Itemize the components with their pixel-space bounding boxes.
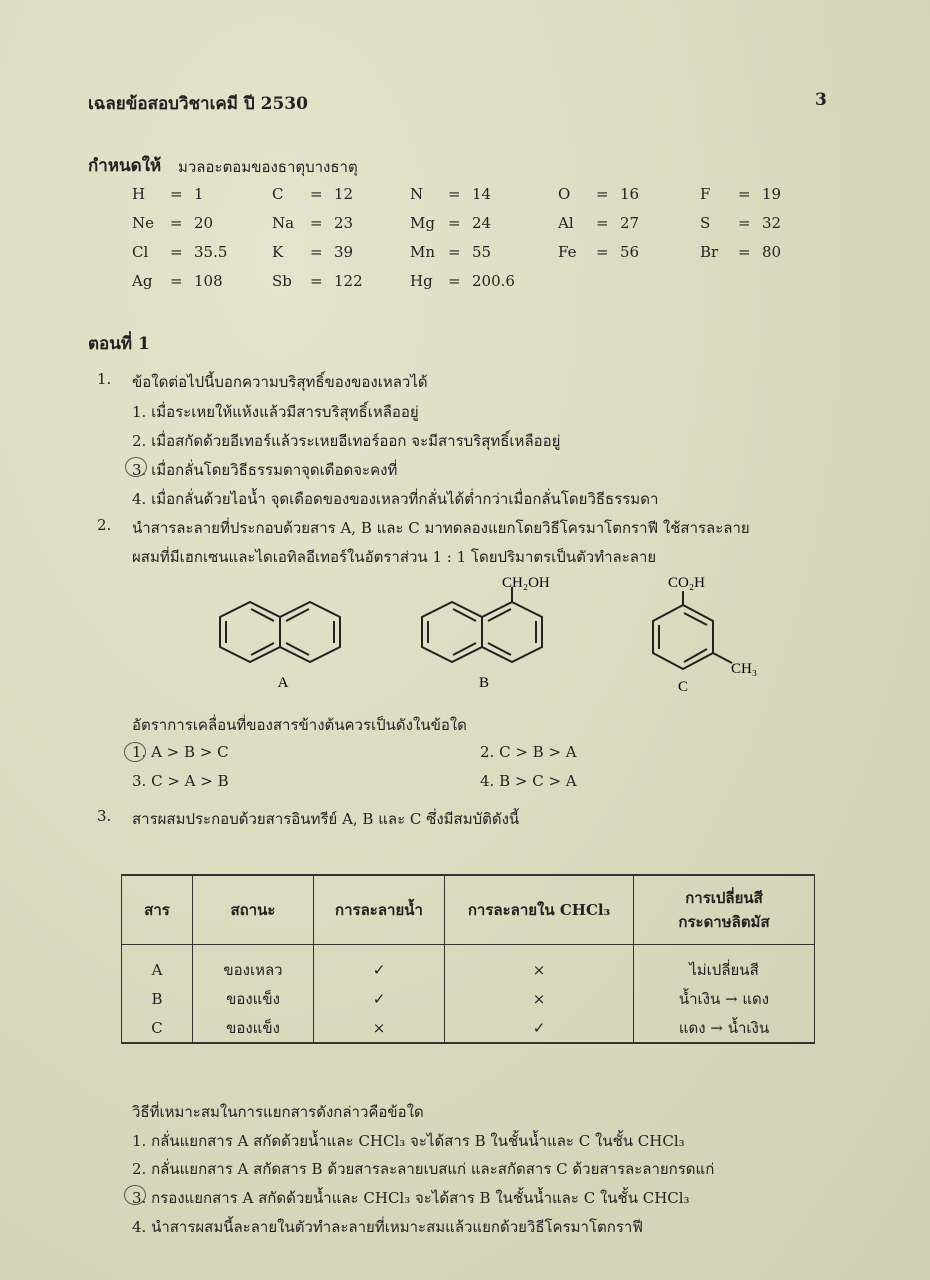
cell-state: ของแข็ง xyxy=(193,1013,314,1043)
q2-text-line2: ผสมที่มีเฮกเซนและไดเอทิลอีเทอร์ในอัตราส่วน 1 : 1 โดยปริมาตรเป็นตัวทำละลาย xyxy=(132,548,657,566)
element-symbol: O xyxy=(558,185,571,203)
equals-sign: = xyxy=(738,243,751,261)
cell-litmus: ไม่เปลี่ยนสี xyxy=(634,945,815,985)
atomic-mass-value: 55 xyxy=(472,243,492,261)
q3-option-4: 4. นำสารผสมนี้ละลายในตัวทำละลายที่เหมาะสมแล้วแยกด้วยวิธีโครมาโตกราฟี xyxy=(132,1218,643,1236)
cell-chcl3: × xyxy=(445,984,634,1013)
atomic-mass-value: 19 xyxy=(762,185,782,203)
equals-sign: = xyxy=(170,185,183,203)
cell-water: ✓ xyxy=(314,945,445,985)
cell-water: ✓ xyxy=(314,984,445,1013)
answer-circle-mark xyxy=(124,1185,146,1205)
atomic-mass-value: 23 xyxy=(334,214,354,232)
q2-option-4: 4. B > C > A xyxy=(480,772,577,790)
q2-option-1: 1. A > B > C xyxy=(132,743,229,761)
atomic-mass-value: 14 xyxy=(472,185,492,203)
equals-sign: = xyxy=(448,272,461,290)
q3-text: สารผสมประกอบด้วยสารอินทรีย์ A, B และ C ซึ่งมีสมบัติดังนี้ xyxy=(132,810,520,828)
element-symbol: C xyxy=(272,185,284,203)
q1-number: 1. xyxy=(97,370,112,388)
q3-question: วิธีที่เหมาะสมในการแยกสารดังกล่าวคือข้อใด xyxy=(132,1103,424,1121)
element-symbol: N xyxy=(410,185,424,203)
atomic-mass-value: 39 xyxy=(334,243,354,261)
equals-sign: = xyxy=(170,272,183,290)
element-symbol: Na xyxy=(272,214,295,232)
header-chcl3-solubility: การละลายใน CHCl₃ xyxy=(445,875,634,945)
equals-sign: = xyxy=(596,214,609,232)
structure-b-group: CH₂OH xyxy=(502,575,550,591)
atomic-mass-value: 108 xyxy=(194,272,223,290)
equals-sign: = xyxy=(738,185,751,203)
header-litmus xyxy=(634,875,815,945)
atomic-mass-value: 35.5 xyxy=(194,243,228,261)
cell-litmus: น้ำเงิน → แดง xyxy=(634,984,815,1013)
atomic-mass-value: 24 xyxy=(472,214,492,232)
element-symbol: S xyxy=(700,214,711,232)
equals-sign: = xyxy=(310,214,323,232)
element-symbol: Ag xyxy=(132,272,153,290)
page-number: 3 xyxy=(815,90,827,110)
q3-number: 3. xyxy=(97,807,112,825)
element-symbol: Mn xyxy=(410,243,436,261)
table-row xyxy=(122,945,815,985)
page-title: เฉลยข้อสอบวิชาเคมี ปี 2530 xyxy=(88,94,308,114)
answer-circle-mark xyxy=(124,742,146,762)
q2-number: 2. xyxy=(97,516,112,534)
q3-option-1: 1. กลั่นแยกสาร A สกัดด้วยน้ำและ CHCl₃ จะได้สาร B ในชั้นน้ำและ C ในชั้น CHCl₃ xyxy=(132,1132,685,1150)
atomic-mass-value: 27 xyxy=(620,214,640,232)
atomic-mass-value: 16 xyxy=(620,185,640,203)
element-symbol: Mg xyxy=(410,214,435,232)
q3-option-2: 2. กลั่นแยกสาร A สกัดสาร B ด้วยสารละลายเบสแก่ และสกัดสาร C ด้วยสารละลายกรดแก่ xyxy=(132,1160,715,1178)
equals-sign: = xyxy=(310,243,323,261)
element-symbol: H xyxy=(132,185,146,203)
structure-b-label: B xyxy=(478,675,490,691)
naphthalene-structure-a xyxy=(220,602,340,662)
element-symbol: Al xyxy=(558,214,574,232)
cell-water: × xyxy=(314,1013,445,1043)
answer-circle-mark xyxy=(125,457,147,477)
q1-text: ข้อใดต่อไปนี้บอกความบริสุทธิ์ของของเหลวได้ xyxy=(132,373,428,391)
toluic-acid-structure-c xyxy=(653,591,732,669)
equals-sign: = xyxy=(596,243,609,261)
structure-c-label: C xyxy=(677,679,689,695)
header-litmus-line2: กระดาษลิตมัส xyxy=(678,913,770,931)
q1-option-2: 2. เมื่อสกัดด้วยอีเทอร์แล้วระเหยอีเทอร์ออก จะมีสารบริสุทธิ์เหลืออยู่ xyxy=(132,432,561,450)
naphthylmethanol-structure-b xyxy=(422,587,542,662)
equals-sign: = xyxy=(738,214,751,232)
cell-substance: B xyxy=(122,984,193,1013)
equals-sign: = xyxy=(448,243,461,261)
given-subtitle: มวลอะตอมของธาตุบางธาตุ xyxy=(178,158,358,176)
q1-option-1: 1. เมื่อระเหยให้แห้งแล้วมีสารบริสุทธิ์เหลืออยู่ xyxy=(132,403,419,421)
table-row xyxy=(122,984,815,1013)
chemical-structures xyxy=(0,565,930,695)
q2-text-line1: นำสารละลายที่ประกอบด้วยสาร A, B และ C มาทดลองแยกโดยวิธีโครมาโตกราฟี ใช้สารละลาย xyxy=(132,519,750,537)
equals-sign: = xyxy=(310,272,323,290)
atomic-mass-value: 20 xyxy=(194,214,214,232)
q2-option-3: 3. C > A > B xyxy=(132,772,229,790)
element-symbol: F xyxy=(700,185,711,203)
atomic-mass-value: 122 xyxy=(334,272,363,290)
header-water-solubility: การละลายน้ำ xyxy=(314,875,445,945)
equals-sign: = xyxy=(448,214,461,232)
q3-option-3: 3. กรองแยกสาร A สกัดด้วยน้ำและ CHCl₃ จะได้สาร B ในชั้นน้ำและ C ในชั้น CHCl₃ xyxy=(132,1189,690,1207)
element-symbol: Sb xyxy=(272,272,292,290)
element-symbol: Cl xyxy=(132,243,149,261)
properties-table xyxy=(121,874,815,1044)
cell-state: ของแข็ง xyxy=(193,984,314,1013)
element-symbol: Hg xyxy=(410,272,433,290)
atomic-mass-value: 200.6 xyxy=(472,272,515,290)
header-litmus-line1: การเปลี่ยนสี xyxy=(685,889,763,907)
equals-sign: = xyxy=(596,185,609,203)
structure-c-methyl: CH₃ xyxy=(731,661,758,677)
cell-state: ของเหลว xyxy=(193,945,314,985)
element-symbol: Fe xyxy=(558,243,577,261)
structure-a-label: A xyxy=(277,675,289,691)
q1-option-3: 3. เมื่อกลั่นโดยวิธีธรรมดาจุดเดือดจะคงที่ xyxy=(132,461,398,479)
atomic-mass-value: 12 xyxy=(334,185,354,203)
cell-chcl3: × xyxy=(445,945,634,985)
atomic-mass-value: 1 xyxy=(194,185,204,203)
table-header-row xyxy=(122,875,815,945)
table-row xyxy=(122,1013,815,1043)
cell-chcl3: ✓ xyxy=(445,1013,634,1043)
atomic-mass-value: 56 xyxy=(620,243,640,261)
cell-litmus: แดง → น้ำเงิน xyxy=(634,1013,815,1043)
element-symbol: Br xyxy=(700,243,719,261)
header-substance: สาร xyxy=(122,875,193,945)
element-symbol: K xyxy=(272,243,284,261)
equals-sign: = xyxy=(170,243,183,261)
cell-substance: A xyxy=(122,945,193,985)
cell-substance: C xyxy=(122,1013,193,1043)
equals-sign: = xyxy=(310,185,323,203)
q2-option-2: 2. C > B > A xyxy=(480,743,577,761)
equals-sign: = xyxy=(448,185,461,203)
atomic-mass-value: 80 xyxy=(762,243,782,261)
q1-option-4: 4. เมื่อกลั่นด้วยไอน้ำ จุดเดือดของของเหลวที่กลั่นได้ต่ำกว่าเมื่อกลั่นโดยวิธีธรรมดา xyxy=(132,490,659,508)
section-title: ตอนที่ 1 xyxy=(88,334,150,354)
atomic-mass-value: 32 xyxy=(762,214,782,232)
q2-question: อัตราการเคลื่อนที่ของสารข้างต้นควรเป็นดังในข้อใด xyxy=(132,716,467,734)
header-state: สถานะ xyxy=(193,875,314,945)
equals-sign: = xyxy=(170,214,183,232)
element-symbol: Ne xyxy=(132,214,155,232)
structure-c-carboxyl: CO₂H xyxy=(668,575,705,591)
given-label: กำหนดให้ xyxy=(88,156,162,176)
